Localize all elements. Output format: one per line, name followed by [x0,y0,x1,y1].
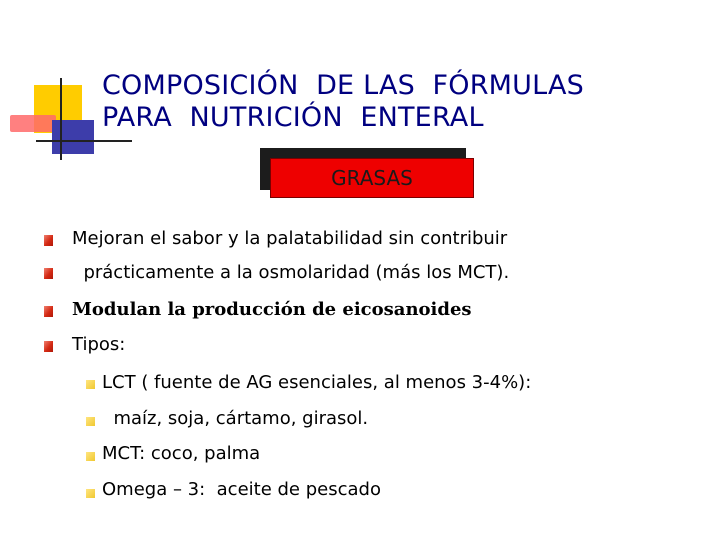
logo-red-bar [10,115,56,132]
title-line-2: PARA NUTRICIÓN ENTERAL [102,102,484,133]
section-badge: GRASAS [270,158,474,198]
slide-title [102,70,584,134]
logo-blue-square [52,120,94,154]
sub-bullet-item-4: Omega – 3: aceite de pescado [102,479,381,500]
bullet-item-1: Mejoran el sabor y la palatabilidad sin contribuir [72,228,508,249]
sub-bullet-item-3: MCT: coco, palma [102,443,261,464]
bullet-marker [44,235,53,246]
bullet-item-2: prácticamente a la osmolaridad (más los MCT). [72,262,510,283]
logo-vertical-line [60,78,62,160]
sub-bullet-marker [86,417,95,426]
bullet-item-3: Modulan la producción de eicosanoides [72,299,472,320]
title-line-1: COMPOSICIÓN DE LAS FÓRMULAS [102,70,585,101]
sub-bullet-marker [86,452,95,461]
bullet-item-4: Tipos: [72,334,126,355]
sub-bullet-item-2: maíz, soja, cártamo, girasol. [102,408,369,429]
bullet-marker [44,306,53,317]
logo-horizontal-line [36,140,132,142]
sub-bullet-item-1: LCT ( fuente de AG esenciales, al menos 3-4%): [102,372,532,393]
bullet-marker [44,341,53,352]
sub-bullet-marker [86,380,95,389]
sub-bullet-marker [86,489,95,498]
bullet-marker [44,268,53,279]
